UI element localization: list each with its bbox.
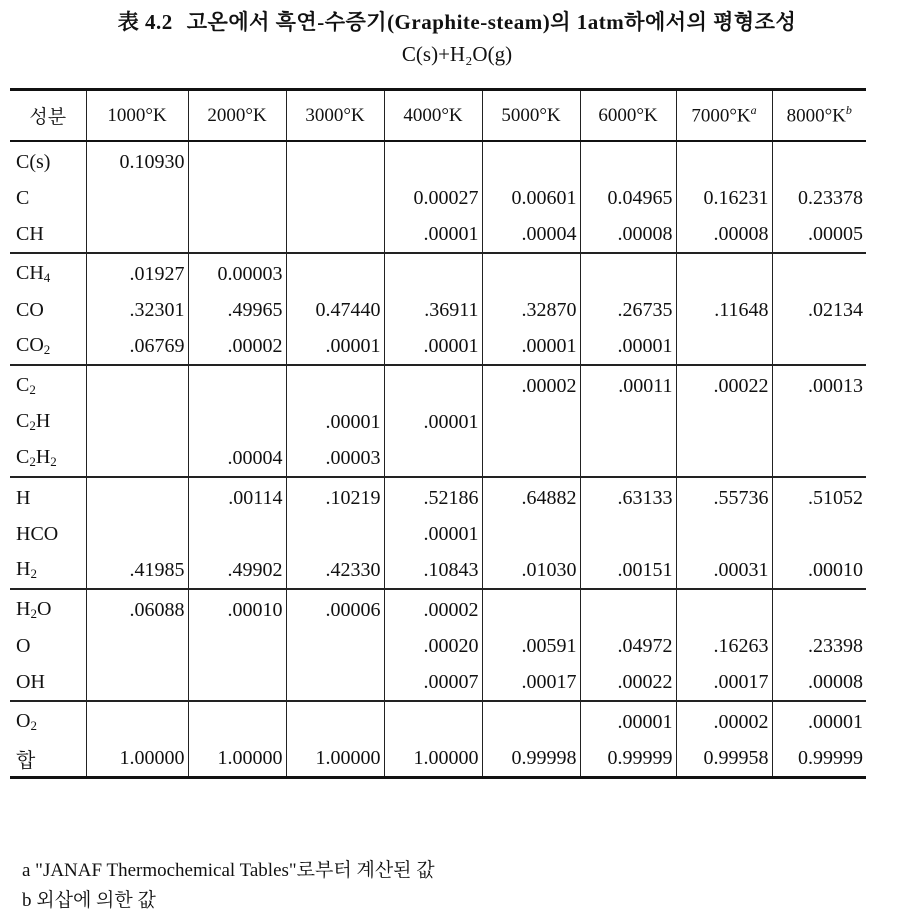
mole-fraction-cell: .00001: [384, 328, 482, 365]
mole-fraction-cell: [482, 440, 580, 477]
mole-fraction-cell: [86, 664, 188, 701]
mole-fraction-cell: [772, 253, 866, 292]
mole-fraction-cell: .06088: [86, 589, 188, 628]
mole-fraction-cell: 0.00003: [188, 253, 286, 292]
mole-fraction-cell: .49902: [188, 552, 286, 589]
component-name: HCO: [16, 522, 59, 545]
mole-fraction-cell: [580, 141, 676, 180]
header-temperature: [86, 90, 188, 142]
mole-fraction-cell: 0.16231: [676, 180, 772, 216]
mole-fraction-cell: [86, 628, 188, 664]
mole-fraction-cell: [580, 589, 676, 628]
mole-fraction-cell: [286, 253, 384, 292]
equilibrium-composition-table: [10, 88, 866, 779]
mole-fraction-cell: [676, 404, 772, 440]
mole-fraction-cell: .02134: [772, 292, 866, 328]
mole-fraction-cell: [188, 365, 286, 404]
mole-fraction-cell: .00017: [676, 664, 772, 701]
mole-fraction-cell: .00591: [482, 628, 580, 664]
table-row: [10, 292, 866, 328]
table-row: [10, 180, 866, 216]
table-row: [10, 440, 866, 477]
mole-fraction-cell: [86, 365, 188, 404]
header-temperature: [188, 90, 286, 142]
mole-fraction-cell: [286, 664, 384, 701]
mole-fraction-cell: .00151: [580, 552, 676, 589]
mole-fraction-cell: [86, 404, 188, 440]
mole-fraction-cell: [482, 253, 580, 292]
mole-fraction-cell: 1.00000: [86, 740, 188, 778]
mole-fraction-cell: .00008: [580, 216, 676, 253]
mole-fraction-cell: 0.99958: [676, 740, 772, 778]
mole-fraction-cell: .10219: [286, 477, 384, 516]
mole-fraction-cell: [86, 440, 188, 477]
mole-fraction-cell: .00017: [482, 664, 580, 701]
table-row: [10, 141, 866, 180]
header-component: [10, 90, 86, 142]
header-label: 4000°K: [403, 104, 463, 126]
mole-fraction-cell: 0.47440: [286, 292, 384, 328]
mole-fraction-cell: .01030: [482, 552, 580, 589]
mole-fraction-cell: [482, 141, 580, 180]
mole-fraction-cell: [580, 440, 676, 477]
table-row: [10, 216, 866, 253]
component-name: $CH_4$: [16, 262, 51, 285]
mole-fraction-cell: [676, 141, 772, 180]
mole-fraction-cell: .00007: [384, 664, 482, 701]
mole-fraction-cell: 1.00000: [384, 740, 482, 778]
mole-fraction-cell: .00005: [772, 216, 866, 253]
mole-fraction-cell: 0.10930: [86, 141, 188, 180]
header-label: 5000°K: [501, 104, 561, 126]
mole-fraction-cell: .00003: [286, 440, 384, 477]
mole-fraction-cell: [86, 180, 188, 216]
mole-fraction-cell: [286, 701, 384, 740]
mole-fraction-cell: [188, 216, 286, 253]
table-caption: [0, 6, 914, 36]
mole-fraction-cell: .00001: [286, 404, 384, 440]
mole-fraction-cell: .00031: [676, 552, 772, 589]
mole-fraction-cell: [384, 141, 482, 180]
mole-fraction-cell: .00001: [286, 328, 384, 365]
table-row: [10, 516, 866, 552]
component-name: $CO_2$: [16, 334, 51, 357]
component-name: $H_2$: [16, 558, 37, 581]
mole-fraction-cell: .32870: [482, 292, 580, 328]
mole-fraction-cell: [286, 628, 384, 664]
mole-fraction-cell: [676, 328, 772, 365]
mole-fraction-cell: [482, 516, 580, 552]
mole-fraction-cell: .00001: [772, 701, 866, 740]
mole-fraction-cell: [384, 701, 482, 740]
table-row: [10, 628, 866, 664]
component-name: CO: [16, 298, 44, 321]
mole-fraction-cell: [286, 216, 384, 253]
table-row: [10, 365, 866, 404]
mole-fraction-cell: 0.99998: [482, 740, 580, 778]
mole-fraction-cell: 0.99999: [580, 740, 676, 778]
mole-fraction-cell: .00011: [580, 365, 676, 404]
mole-fraction-cell: 0.04965: [580, 180, 676, 216]
mole-fraction-cell: [188, 701, 286, 740]
header-temperature: [580, 90, 676, 142]
mole-fraction-cell: [286, 141, 384, 180]
mole-fraction-cell: [580, 404, 676, 440]
mole-fraction-cell: [580, 253, 676, 292]
table-row: [10, 253, 866, 292]
mole-fraction-cell: .04972: [580, 628, 676, 664]
table-row: [10, 404, 866, 440]
footnote-b: b 외삽에 의한 값: [22, 890, 156, 911]
mole-fraction-cell: [86, 477, 188, 516]
mole-fraction-cell: .00022: [676, 365, 772, 404]
header-row: [10, 90, 866, 142]
table-row: [10, 589, 866, 628]
component-name: $C_2H_2$: [16, 446, 57, 469]
header-temperature: [772, 90, 866, 142]
mole-fraction-cell: [188, 516, 286, 552]
mole-fraction-cell: .00001: [384, 404, 482, 440]
mole-fraction-cell: [772, 589, 866, 628]
mole-fraction-cell: .36911: [384, 292, 482, 328]
mole-fraction-cell: .01927: [86, 253, 188, 292]
mole-fraction-cell: [286, 516, 384, 552]
mole-fraction-cell: .23398: [772, 628, 866, 664]
header-temperature: [384, 90, 482, 142]
mole-fraction-cell: [384, 365, 482, 404]
header-temperature: [482, 90, 580, 142]
mole-fraction-cell: .63133: [580, 477, 676, 516]
table-row: [10, 664, 866, 701]
mole-fraction-cell: [676, 516, 772, 552]
mole-fraction-cell: [188, 404, 286, 440]
table-row: [10, 477, 866, 516]
header-temperature: [676, 90, 772, 142]
mole-fraction-cell: .00001: [580, 328, 676, 365]
mole-fraction-cell: [772, 516, 866, 552]
mole-fraction-cell: .00022: [580, 664, 676, 701]
mole-fraction-cell: .16263: [676, 628, 772, 664]
component-name: H: [16, 486, 31, 509]
mole-fraction-cell: 1.00000: [188, 740, 286, 778]
component-name: C: [16, 186, 30, 209]
mole-fraction-cell: 0.23378: [772, 180, 866, 216]
table-row: [10, 552, 866, 589]
mole-fraction-cell: .06769: [86, 328, 188, 365]
header-temperature: [286, 90, 384, 142]
mole-fraction-cell: .49965: [188, 292, 286, 328]
mole-fraction-cell: .00004: [482, 216, 580, 253]
mole-fraction-cell: .00002: [384, 589, 482, 628]
mole-fraction-cell: .32301: [86, 292, 188, 328]
mole-fraction-cell: [188, 141, 286, 180]
table-row: [10, 740, 866, 778]
mole-fraction-cell: .00010: [772, 552, 866, 589]
component-name: 합: [16, 749, 36, 772]
mole-fraction-cell: .42330: [286, 552, 384, 589]
table-row: [10, 701, 866, 740]
table-title: 고온에서 흑연-수증기(Graphite-steam)의 1atm하에서의 평형조성: [186, 10, 797, 34]
mole-fraction-cell: .41985: [86, 552, 188, 589]
header-label: 8000°K: [786, 105, 846, 127]
mole-fraction-cell: .00114: [188, 477, 286, 516]
mole-fraction-cell: [772, 440, 866, 477]
mole-fraction-cell: [482, 589, 580, 628]
mole-fraction-cell: [772, 404, 866, 440]
mole-fraction-cell: 1.00000: [286, 740, 384, 778]
header-label: 3000°K: [305, 104, 365, 126]
mole-fraction-cell: [188, 180, 286, 216]
mole-fraction-cell: .00001: [482, 328, 580, 365]
component-name: C(s): [16, 150, 51, 173]
mole-fraction-cell: [676, 253, 772, 292]
mole-fraction-cell: [188, 664, 286, 701]
mole-fraction-cell: .00001: [384, 216, 482, 253]
mole-fraction-cell: .52186: [384, 477, 482, 516]
mole-fraction-cell: [482, 404, 580, 440]
mole-fraction-cell: .00002: [188, 328, 286, 365]
mole-fraction-cell: [86, 701, 188, 740]
mole-fraction-cell: .00001: [580, 701, 676, 740]
table-number: 表 4.2: [117, 10, 173, 34]
component-name: $H_2O$: [16, 598, 52, 621]
mole-fraction-cell: .64882: [482, 477, 580, 516]
mole-fraction-cell: [676, 440, 772, 477]
mole-fraction-cell: [286, 180, 384, 216]
mole-fraction-cell: [384, 253, 482, 292]
component-name: O: [16, 634, 31, 657]
header-label: 성분: [29, 107, 67, 128]
footnote-a: a "JANAF Thermochemical Tables"로부터 계산된 값: [22, 860, 435, 881]
mole-fraction-cell: .11648: [676, 292, 772, 328]
mole-fraction-cell: [86, 216, 188, 253]
footnotes: [22, 856, 435, 916]
component-name: $C_2$: [16, 374, 36, 397]
header-label: 6000°K: [598, 104, 658, 126]
header-label: 2000°K: [207, 104, 267, 126]
mole-fraction-cell: [772, 141, 866, 180]
mole-fraction-cell: [580, 516, 676, 552]
mole-fraction-cell: .55736: [676, 477, 772, 516]
mole-fraction-cell: [384, 440, 482, 477]
table-row: [10, 328, 866, 365]
mole-fraction-cell: .00020: [384, 628, 482, 664]
header-label: 1000°K: [107, 104, 167, 126]
mole-fraction-cell: .00004: [188, 440, 286, 477]
footnote-marker: a: [750, 103, 757, 118]
mole-fraction-cell: .00013: [772, 365, 866, 404]
mole-fraction-cell: .00010: [188, 589, 286, 628]
mole-fraction-cell: .26735: [580, 292, 676, 328]
mole-fraction-cell: 0.00027: [384, 180, 482, 216]
mole-fraction-cell: .10843: [384, 552, 482, 589]
mole-fraction-cell: 0.00601: [482, 180, 580, 216]
mole-fraction-cell: [676, 589, 772, 628]
mole-fraction-cell: [482, 701, 580, 740]
mole-fraction-cell: [772, 328, 866, 365]
component-name: $O_2$: [16, 710, 37, 733]
table-body: [10, 141, 866, 778]
mole-fraction-cell: .00006: [286, 589, 384, 628]
component-name: $C_2H$: [16, 410, 51, 433]
mole-fraction-cell: [188, 628, 286, 664]
reaction-formula: C(s)+H₂O(g): [401, 42, 513, 66]
mole-fraction-cell: .00001: [384, 516, 482, 552]
footnote-marker: b: [845, 103, 852, 118]
mole-fraction-cell: 0.99999: [772, 740, 866, 778]
mole-fraction-cell: .00008: [676, 216, 772, 253]
mole-fraction-cell: .51052: [772, 477, 866, 516]
mole-fraction-cell: [86, 516, 188, 552]
mole-fraction-cell: [286, 365, 384, 404]
mole-fraction-cell: .00002: [482, 365, 580, 404]
mole-fraction-cell: .00002: [676, 701, 772, 740]
mole-fraction-cell: .00008: [772, 664, 866, 701]
header-label: 7000°K: [691, 105, 751, 127]
component-name: OH: [16, 670, 45, 693]
component-name: CH: [16, 222, 44, 245]
